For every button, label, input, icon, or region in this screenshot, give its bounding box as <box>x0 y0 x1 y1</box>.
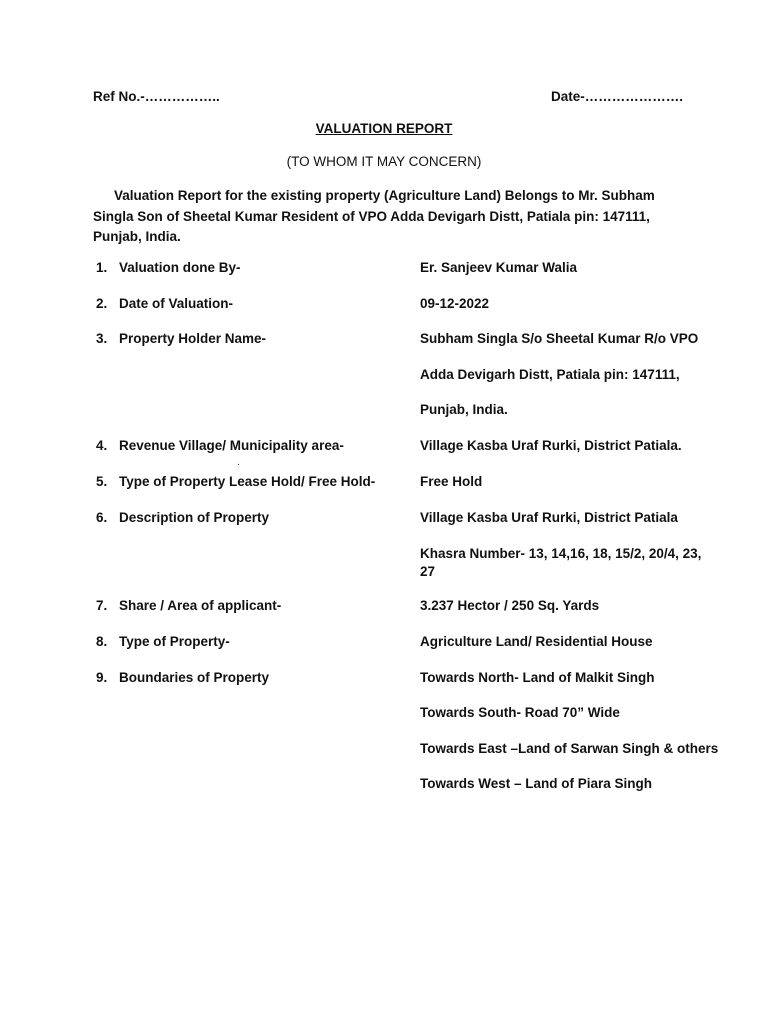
item-value-lease-hold: Free Hold <box>420 474 483 489</box>
item-value-khasra-number: Khasra Number- 13, 14,16, 18, 15/2, 20/4, 23, 27 <box>420 546 702 579</box>
item-label-revenue-village: Revenue Village/ Municipality area- <box>119 438 344 453</box>
item-label-property-holder: Property Holder Name- <box>119 331 267 346</box>
item-number: 6. <box>96 510 108 525</box>
item-number: 5. <box>96 474 108 489</box>
item-number: 8. <box>96 634 108 649</box>
item-number: 3. <box>96 331 108 346</box>
item-number: 7. <box>96 598 108 613</box>
item-value-property-holder-line: Punjab, India. <box>420 402 508 417</box>
date-field: Date-…………………. <box>551 89 684 104</box>
report-title: VALUATION REPORT <box>315 121 453 136</box>
item-value-date-of-valuation: 09-12-2022 <box>420 296 490 311</box>
item-label-boundaries: Boundaries of Property <box>119 670 270 685</box>
item-value-share-area: 3.237 Hector / 250 Sq. Yards <box>420 598 600 613</box>
item-value-boundary-north: Towards North- Land of Malkit Singh <box>420 670 655 685</box>
intro-paragraph <box>93 186 683 248</box>
item-number: 4. <box>96 438 108 453</box>
item-number: 2. <box>96 296 108 311</box>
item-label-lease-hold: Type of Property Lease Hold/ Free Hold- <box>119 474 376 489</box>
item-value-boundary-west: Towards West – Land of Piara Singh <box>420 776 653 791</box>
stray-dot-mark: . <box>237 457 240 468</box>
item-value-property-holder-line: Adda Devigarh Distt, Patiala pin: 147111, <box>420 367 680 382</box>
item-value-revenue-village: Village Kasba Uraf Rurki, District Patiala. <box>420 438 682 453</box>
item-label-date-of-valuation: Date of Valuation- <box>119 296 234 311</box>
item-label-share-area: Share / Area of applicant- <box>119 598 282 613</box>
item-value-boundary-east: Towards East –Land of Sarwan Singh & others <box>420 741 719 756</box>
report-subtitle: (TO WHOM IT MAY CONCERN) <box>286 154 482 169</box>
ref-number: Ref No.-…………….. <box>93 89 220 104</box>
intro-text: Valuation Report for the existing property (Agriculture Land) Belongs to Mr. Subham Singla Son of Sheetal Kumar Resident of VPO Adda Devigarh Distt, Patiala pin: 147111, Punjab, India. <box>93 188 655 244</box>
item-label-valuation-by: Valuation done By- <box>119 260 241 275</box>
item-label-type-of-property: Type of Property- <box>119 634 230 649</box>
item-number: 1. <box>96 260 108 275</box>
item-value-description-line: Village Kasba Uraf Rurki, District Patiala <box>420 510 678 525</box>
item-label-description: Description of Property <box>119 510 270 525</box>
item-value-type-of-property: Agriculture Land/ Residential House <box>420 634 653 649</box>
item-number: 9. <box>96 670 108 685</box>
item-value-valuation-by: Er. Sanjeev Kumar Walia <box>420 260 578 275</box>
item-value-property-holder-line: Subham Singla S/o Sheetal Kumar R/o VPO <box>420 331 699 346</box>
item-value-boundary-south: Towards South- Road 70” Wide <box>420 705 620 720</box>
